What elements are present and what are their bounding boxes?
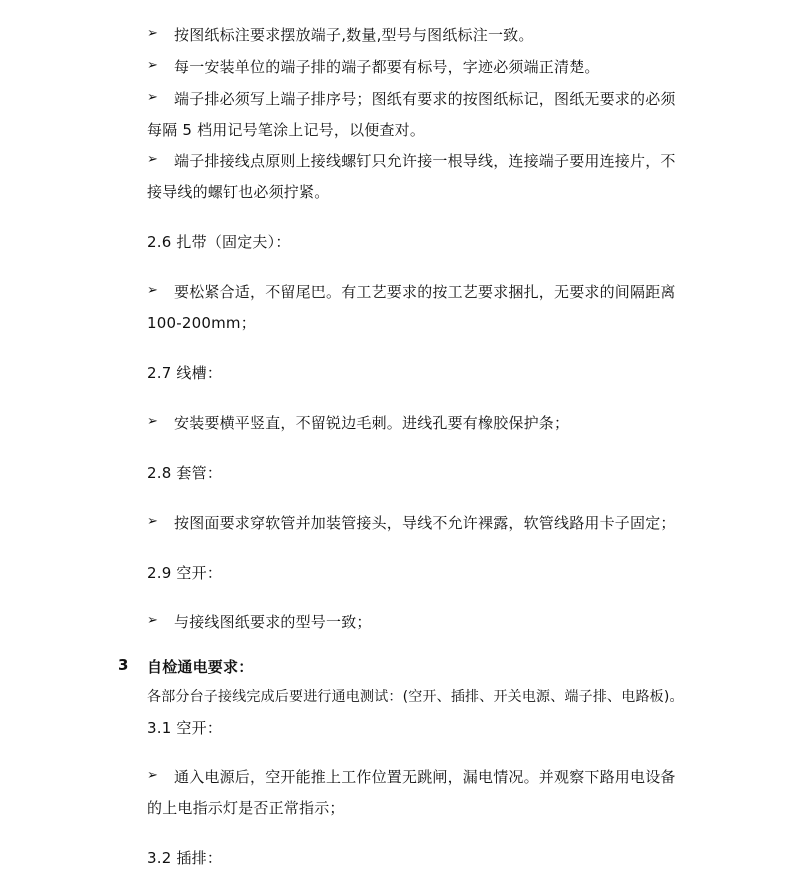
bullet-text: 端子排必须写上端子排序号；图纸有要求的按图纸标记，图纸无要求的必须 — [174, 90, 676, 108]
bullet-marker: ➢ — [147, 90, 158, 105]
section-title-3: 自检通电要求： — [147, 658, 254, 676]
bullet-marker: ➢ — [147, 152, 158, 167]
bullet-marker: ➢ — [147, 283, 158, 298]
bullet-text-continued: 每隔 5 档用记号笔涂上记号，以便查对。 — [147, 121, 426, 139]
bullet-text: 每一安装单位的端子排的端子都要有标号，字迹必须端正清楚。 — [174, 58, 600, 76]
bullet-text: 通入电源后，空开能推上工作位置无跳闸，漏电情况。并观察下路用电设备 — [174, 768, 676, 786]
bullet-text: 安装要横平竖直，不留锐边毛刺。进线孔要有橡胶保护条； — [174, 414, 570, 432]
section-heading-2-8: 2.8 套管： — [147, 464, 223, 482]
section-heading-2-7: 2.7 线槽： — [147, 364, 223, 382]
bullet-text: 要松紧合适，不留尾巴。有工艺要求的按工艺要求捆扎，无要求的间隔距离 — [174, 283, 676, 301]
bullet-text-continued: 100-200mm； — [147, 314, 256, 332]
bullet-marker: ➢ — [147, 514, 158, 529]
section-heading-2-9: 2.9 空开： — [147, 564, 223, 582]
section-3-intro: 各部分台子接线完成后要进行通电测试：(空开、插排、开关电源、端子排、电路板)。 — [147, 689, 684, 705]
bullet-marker: ➢ — [147, 768, 158, 783]
section-heading-2-6: 2.6 扎带（固定夫）： — [147, 233, 291, 251]
bullet-text-continued: 接导线的螺钉也必须拧紧。 — [147, 183, 330, 201]
section-heading-3-2: 3.2 插排： — [147, 849, 223, 867]
bullet-marker: ➢ — [147, 26, 158, 41]
bullet-text: 按图面要求穿软管并加装管接头，导线不允许裸露，软管线路用卡子固定； — [174, 514, 676, 532]
section-number-3: 3 — [118, 656, 129, 674]
bullet-marker: ➢ — [147, 414, 158, 429]
bullet-text-continued: 的上电指示灯是否正常指示； — [147, 799, 345, 817]
bullet-text: 与接线图纸要求的型号一致； — [174, 613, 372, 631]
bullet-marker: ➢ — [147, 613, 158, 628]
section-heading-3-1: 3.1 空开： — [147, 719, 223, 737]
bullet-marker: ➢ — [147, 58, 158, 73]
bullet-text: 端子排接线点原则上接线螺钉只允许接一根导线，连接端子要用连接片，不 — [174, 152, 676, 170]
bullet-text: 按图纸标注要求摆放端子,数量,型号与图纸标注一致。 — [174, 26, 534, 44]
